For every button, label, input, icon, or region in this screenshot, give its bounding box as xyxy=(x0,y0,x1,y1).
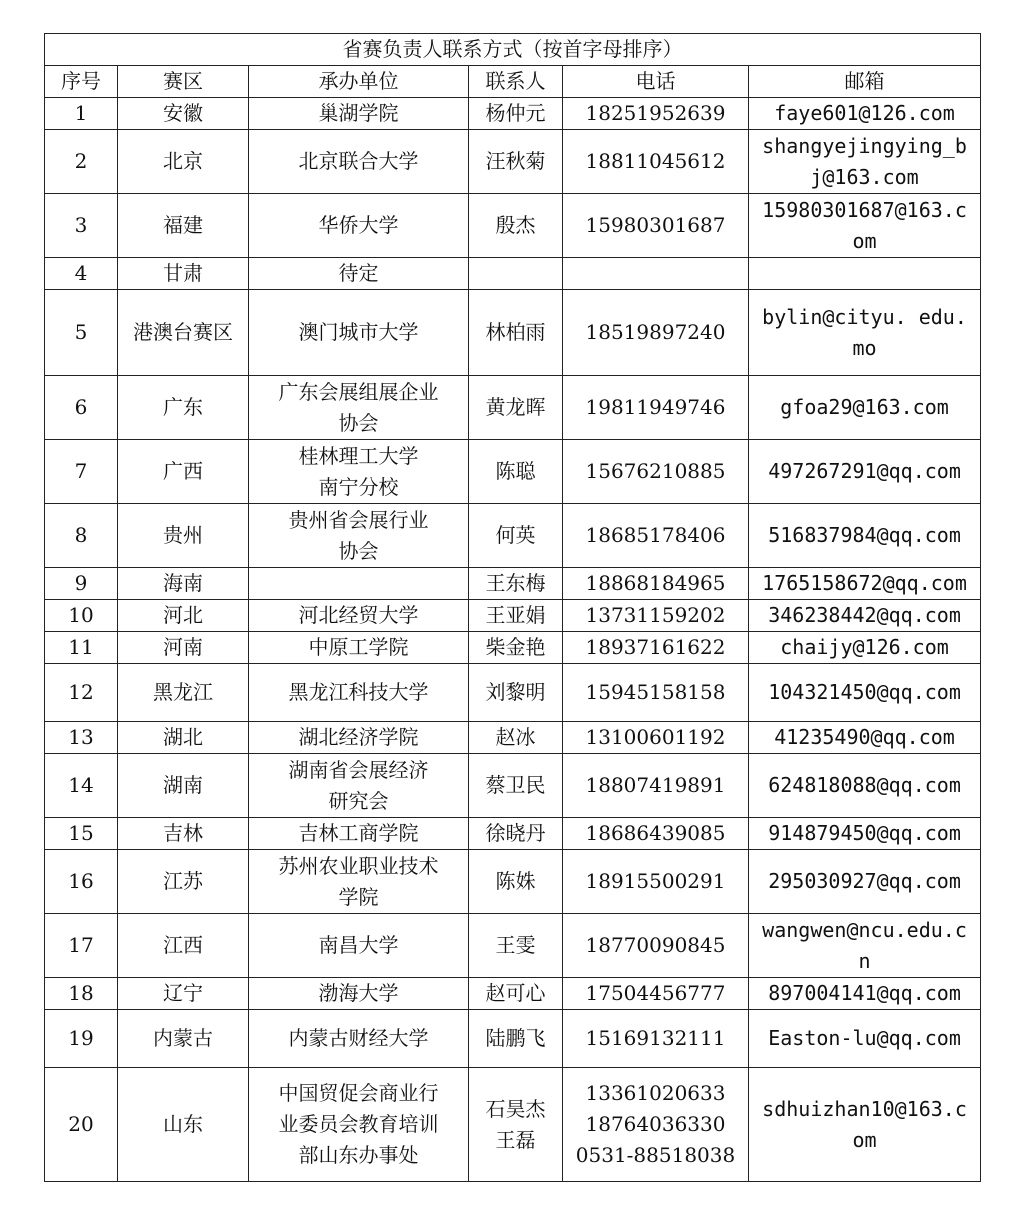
cell-organizer xyxy=(249,600,469,632)
cell-organizer xyxy=(249,914,469,978)
cell-contact xyxy=(469,978,563,1010)
table-row xyxy=(45,1068,981,1182)
cell-email xyxy=(749,258,981,290)
cell-line: 17504456777 xyxy=(585,981,726,1005)
cell-line: 497267291@qq.com xyxy=(768,459,961,483)
cell-line: 18519897240 xyxy=(585,320,726,344)
cell-line: 黑龙江科技大学 xyxy=(288,680,429,704)
cell-region: 海南 xyxy=(118,568,249,600)
cell-line: 15169132111 xyxy=(585,1026,726,1050)
contact-table xyxy=(44,33,981,1182)
cell-email xyxy=(749,290,981,376)
cell-line: 赵可心 xyxy=(485,981,546,1005)
cell-region: 湖南 xyxy=(118,754,249,818)
cell-line: 18811045612 xyxy=(585,149,726,173)
cell-no: 19 xyxy=(45,1010,118,1068)
cell-organizer xyxy=(249,194,469,258)
cell-line: 王亚娟 xyxy=(485,603,546,627)
cell-line: bylin@cityu. edu. xyxy=(762,304,967,329)
cell-contact xyxy=(469,850,563,914)
cell-line: 516837984@qq.com xyxy=(768,523,961,547)
cell-no: 13 xyxy=(45,722,118,754)
cell-contact xyxy=(469,914,563,978)
cell-contact xyxy=(469,376,563,440)
cell-phone xyxy=(563,98,749,130)
table-row xyxy=(45,1010,981,1068)
cell-line: 18868184965 xyxy=(585,571,726,595)
column-header-phone: 电话 xyxy=(563,66,749,98)
cell-line: 0531-88518038 xyxy=(575,1143,736,1167)
cell-contact xyxy=(469,98,563,130)
cell-region: 贵州 xyxy=(118,504,249,568)
cell-line: 中原工学院 xyxy=(308,635,409,659)
table-row xyxy=(45,194,981,258)
table-row xyxy=(45,98,981,130)
cell-contact xyxy=(469,194,563,258)
cell-line: 15945158158 xyxy=(585,680,726,704)
cell-line: 15676210885 xyxy=(585,459,726,483)
cell-line: 陆鹏飞 xyxy=(485,1026,546,1050)
cell-no: 14 xyxy=(45,754,118,818)
table-row xyxy=(45,818,981,850)
cell-line: 研究会 xyxy=(328,788,389,813)
cell-organizer xyxy=(249,664,469,722)
cell-email xyxy=(749,130,981,194)
cell-organizer xyxy=(249,98,469,130)
cell-line: 巢湖学院 xyxy=(318,101,399,125)
cell-line: 贵州省会展行业 xyxy=(288,507,429,532)
cell-region: 河北 xyxy=(118,600,249,632)
cell-phone xyxy=(563,568,749,600)
table-row xyxy=(45,290,981,376)
cell-no: 4 xyxy=(45,258,118,290)
cell-line: om xyxy=(852,228,877,253)
cell-contact xyxy=(469,130,563,194)
cell-phone xyxy=(563,600,749,632)
cell-line: 897004141@qq.com xyxy=(768,981,961,1005)
cell-region: 内蒙古 xyxy=(118,1010,249,1068)
cell-phone xyxy=(563,914,749,978)
cell-line: 王磊 xyxy=(495,1127,536,1152)
cell-phone xyxy=(563,504,749,568)
cell-region: 江苏 xyxy=(118,850,249,914)
cell-email xyxy=(749,1010,981,1068)
table-body xyxy=(45,98,981,1182)
cell-line: 18915500291 xyxy=(585,869,726,893)
cell-line: 广东会展组展企业 xyxy=(278,379,439,404)
cell-no: 1 xyxy=(45,98,118,130)
cell-line: 王东梅 xyxy=(485,571,546,595)
cell-line: 南宁分校 xyxy=(318,474,399,499)
cell-region: 广东 xyxy=(118,376,249,440)
table-head xyxy=(45,34,981,98)
cell-no: 12 xyxy=(45,664,118,722)
cell-no: 7 xyxy=(45,440,118,504)
cell-region: 港澳台赛区 xyxy=(118,290,249,376)
cell-line: 13361020633 xyxy=(585,1081,726,1105)
cell-organizer xyxy=(249,130,469,194)
cell-region: 湖北 xyxy=(118,722,249,754)
table-row xyxy=(45,600,981,632)
cell-contact xyxy=(469,600,563,632)
header-row xyxy=(45,66,981,98)
cell-line: 19811949746 xyxy=(585,395,726,419)
table-row xyxy=(45,754,981,818)
cell-contact xyxy=(469,1010,563,1068)
cell-line: 15980301687@163.c xyxy=(762,197,967,222)
cell-line: 待定 xyxy=(338,261,379,285)
cell-phone xyxy=(563,290,749,376)
cell-phone xyxy=(563,722,749,754)
cell-line: 赵冰 xyxy=(495,725,536,749)
cell-line: 15980301687 xyxy=(585,213,726,237)
cell-email xyxy=(749,978,981,1010)
cell-organizer xyxy=(249,504,469,568)
cell-line: 学院 xyxy=(338,884,379,909)
cell-phone xyxy=(563,818,749,850)
cell-line: 刘黎明 xyxy=(485,680,546,704)
cell-line: 13731159202 xyxy=(585,603,726,627)
cell-line: 苏州农业职业技术 xyxy=(278,853,439,878)
cell-no: 15 xyxy=(45,818,118,850)
cell-contact xyxy=(469,290,563,376)
table-row xyxy=(45,978,981,1010)
table-row xyxy=(45,664,981,722)
cell-line: shangyejingying_b xyxy=(762,133,967,158)
table-row xyxy=(45,568,981,600)
cell-line: 湖南省会展经济 xyxy=(288,757,429,782)
cell-email xyxy=(749,818,981,850)
cell-line: 杨仲元 xyxy=(485,101,546,125)
cell-region: 北京 xyxy=(118,130,249,194)
cell-line: 协会 xyxy=(338,410,379,435)
cell-email xyxy=(749,850,981,914)
cell-email xyxy=(749,1068,981,1182)
table-row xyxy=(45,914,981,978)
cell-organizer xyxy=(249,290,469,376)
cell-phone xyxy=(563,1010,749,1068)
cell-phone xyxy=(563,632,749,664)
cell-line: 18807419891 xyxy=(585,773,726,797)
cell-email xyxy=(749,632,981,664)
cell-contact xyxy=(469,818,563,850)
cell-no: 6 xyxy=(45,376,118,440)
cell-region: 辽宁 xyxy=(118,978,249,1010)
cell-line: 624818088@qq.com xyxy=(768,773,961,797)
cell-email xyxy=(749,664,981,722)
cell-line: 柴金艳 xyxy=(485,635,546,659)
cell-phone xyxy=(563,664,749,722)
cell-line: 18770090845 xyxy=(585,933,726,957)
cell-line: 蔡卫民 xyxy=(485,773,546,797)
column-header-organizer: 承办单位 xyxy=(249,66,469,98)
cell-organizer xyxy=(249,258,469,290)
cell-contact xyxy=(469,568,563,600)
cell-line: 41235490@qq.com xyxy=(774,725,955,749)
title-row xyxy=(45,34,981,66)
cell-line: gfoa29@163.com xyxy=(780,395,949,419)
cell-line: 徐晓丹 xyxy=(485,821,546,845)
cell-line: mo xyxy=(852,335,877,360)
table-row xyxy=(45,722,981,754)
cell-organizer xyxy=(249,850,469,914)
cell-line: 陈姝 xyxy=(495,869,536,893)
cell-line: 18764036330 xyxy=(585,1112,726,1136)
cell-line: 吉林工商学院 xyxy=(298,821,419,845)
table-title: 省赛负责人联系方式（按首字母排序） xyxy=(45,34,981,66)
cell-line: 殷杰 xyxy=(495,213,536,237)
cell-phone xyxy=(563,850,749,914)
cell-line: 18937161622 xyxy=(585,635,726,659)
cell-organizer xyxy=(249,440,469,504)
cell-phone xyxy=(563,754,749,818)
cell-email xyxy=(749,568,981,600)
cell-line: sdhuizhan10@163.c xyxy=(762,1096,967,1121)
cell-line: 部山东办事处 xyxy=(298,1143,419,1167)
cell-region: 吉林 xyxy=(118,818,249,850)
cell-email xyxy=(749,600,981,632)
cell-region: 甘肃 xyxy=(118,258,249,290)
cell-email xyxy=(749,376,981,440)
cell-contact xyxy=(469,722,563,754)
cell-phone xyxy=(563,130,749,194)
cell-line: 18251952639 xyxy=(585,101,726,125)
cell-line: 黄龙晖 xyxy=(485,395,546,419)
cell-line: 汪秋菊 xyxy=(485,149,546,173)
cell-phone xyxy=(563,376,749,440)
cell-line: 澳门城市大学 xyxy=(298,320,419,344)
cell-no: 11 xyxy=(45,632,118,664)
column-header-email: 邮箱 xyxy=(749,66,981,98)
cell-line: 湖北经济学院 xyxy=(298,725,419,749)
cell-line: 河北经贸大学 xyxy=(298,603,419,627)
cell-no: 10 xyxy=(45,600,118,632)
cell-line: 桂林理工大学 xyxy=(298,443,419,468)
cell-organizer xyxy=(249,632,469,664)
cell-line: 华侨大学 xyxy=(318,213,399,237)
cell-contact xyxy=(469,258,563,290)
cell-no: 8 xyxy=(45,504,118,568)
cell-no: 9 xyxy=(45,568,118,600)
cell-organizer xyxy=(249,1068,469,1182)
table-row xyxy=(45,632,981,664)
cell-email xyxy=(749,440,981,504)
cell-organizer xyxy=(249,376,469,440)
column-header-contact: 联系人 xyxy=(469,66,563,98)
cell-region: 广西 xyxy=(118,440,249,504)
cell-phone xyxy=(563,978,749,1010)
cell-region: 黑龙江 xyxy=(118,664,249,722)
cell-line: 南昌大学 xyxy=(318,933,399,957)
table-row xyxy=(45,850,981,914)
cell-no: 3 xyxy=(45,194,118,258)
cell-line: Easton-lu@qq.com xyxy=(768,1026,961,1050)
cell-phone xyxy=(563,1068,749,1182)
table-row xyxy=(45,130,981,194)
cell-line: 内蒙古财经大学 xyxy=(288,1026,429,1050)
cell-region: 山东 xyxy=(118,1068,249,1182)
cell-line: 346238442@qq.com xyxy=(768,603,961,627)
cell-line: 104321450@qq.com xyxy=(768,680,961,704)
cell-line: j@163.com xyxy=(810,164,919,189)
cell-organizer xyxy=(249,978,469,1010)
cell-region: 安徽 xyxy=(118,98,249,130)
cell-phone xyxy=(563,440,749,504)
cell-line: 18686439085 xyxy=(585,821,726,845)
cell-line: om xyxy=(852,1127,877,1152)
cell-line: 何英 xyxy=(495,523,536,547)
cell-phone xyxy=(563,258,749,290)
cell-phone xyxy=(563,194,749,258)
column-header-region: 赛区 xyxy=(118,66,249,98)
cell-no: 2 xyxy=(45,130,118,194)
table-row xyxy=(45,258,981,290)
cell-line: 王雯 xyxy=(495,933,536,957)
cell-email xyxy=(749,914,981,978)
cell-email xyxy=(749,722,981,754)
cell-line: 295030927@qq.com xyxy=(768,869,961,893)
cell-organizer xyxy=(249,754,469,818)
cell-line: 协会 xyxy=(338,538,379,563)
cell-contact xyxy=(469,754,563,818)
cell-no: 17 xyxy=(45,914,118,978)
cell-email xyxy=(749,98,981,130)
cell-no: 20 xyxy=(45,1068,118,1182)
cell-line: chaijy@126.com xyxy=(780,635,949,659)
cell-no: 18 xyxy=(45,978,118,1010)
cell-email xyxy=(749,754,981,818)
cell-email xyxy=(749,504,981,568)
cell-line: faye601@126.com xyxy=(774,101,955,125)
cell-line: 渤海大学 xyxy=(318,981,399,1005)
cell-organizer xyxy=(249,722,469,754)
cell-contact xyxy=(469,1068,563,1182)
cell-no: 16 xyxy=(45,850,118,914)
cell-contact xyxy=(469,440,563,504)
cell-organizer xyxy=(249,818,469,850)
cell-region: 福建 xyxy=(118,194,249,258)
cell-line: 914879450@qq.com xyxy=(768,821,961,845)
cell-organizer xyxy=(249,568,469,600)
cell-contact xyxy=(469,504,563,568)
cell-region: 河南 xyxy=(118,632,249,664)
cell-no: 5 xyxy=(45,290,118,376)
cell-line: 林柏雨 xyxy=(485,320,546,344)
cell-contact xyxy=(469,664,563,722)
cell-line: 北京联合大学 xyxy=(298,149,419,173)
cell-line: 13100601192 xyxy=(585,725,726,749)
cell-contact xyxy=(469,632,563,664)
cell-line: n xyxy=(858,948,871,973)
cell-email xyxy=(749,194,981,258)
cell-line: 18685178406 xyxy=(585,523,726,547)
table-row xyxy=(45,376,981,440)
cell-line: wangwen@ncu.edu.c xyxy=(762,917,967,942)
cell-line: 石昊杰 xyxy=(485,1096,546,1121)
cell-organizer xyxy=(249,1010,469,1068)
cell-line: 陈聪 xyxy=(495,459,536,483)
table-row xyxy=(45,440,981,504)
column-header-no: 序号 xyxy=(45,66,118,98)
cell-region: 江西 xyxy=(118,914,249,978)
cell-line: 业委员会教育培训 xyxy=(278,1112,439,1136)
cell-line: 中国贸促会商业行 xyxy=(278,1081,439,1105)
cell-line: 1765158672@qq.com xyxy=(762,571,967,595)
table-row xyxy=(45,504,981,568)
